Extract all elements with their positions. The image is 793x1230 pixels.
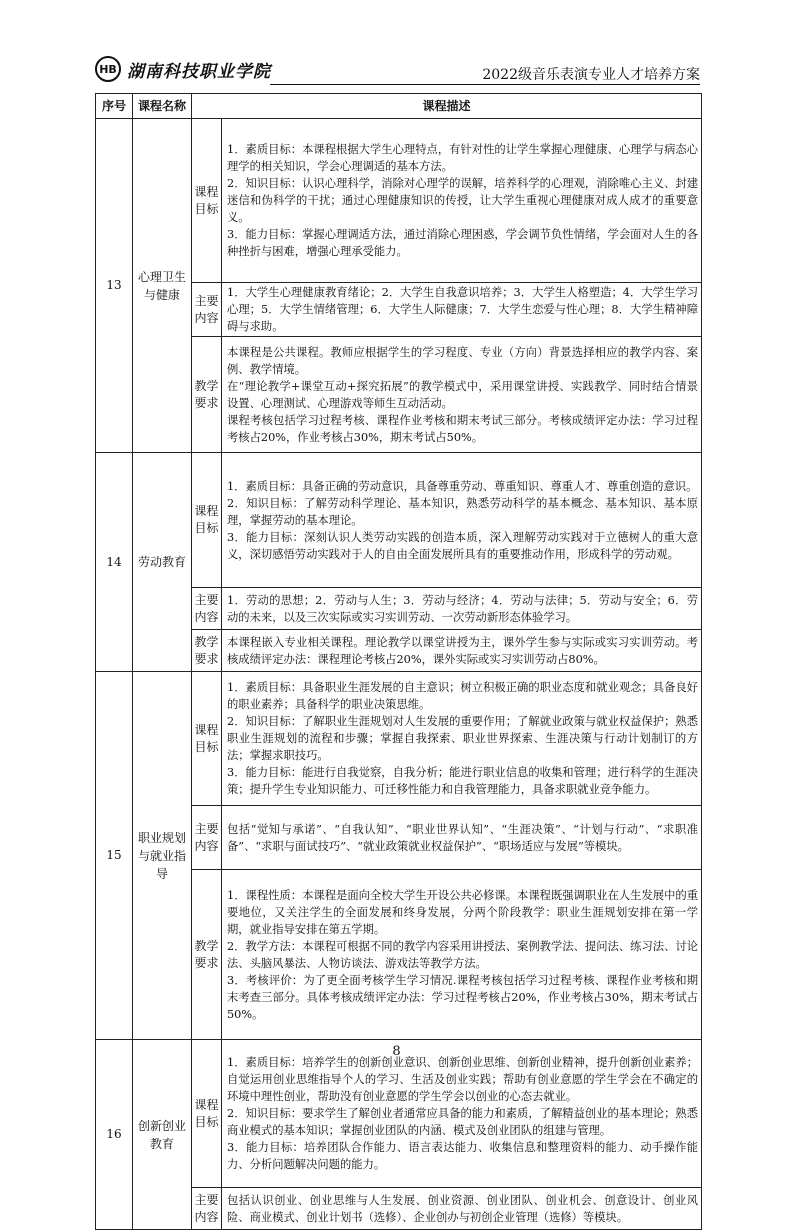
table-row	[96, 119, 702, 283]
college-name: 湖南科技职业学院	[127, 61, 271, 82]
course-name: 职业规划与就业指导	[133, 672, 192, 1040]
section-label: 课程目标	[192, 453, 222, 588]
section-paragraph: 1．素质目标：具备正确的劳动意识，具备尊重劳动、尊重知识、尊重人才、尊重创造的意识。	[227, 479, 698, 493]
section-paragraph: 本课程嵌入专业相关课程。理论教学以课堂讲授为主，课外学生参与实际或实习实训劳动。考核成绩评定办法：课程理论考核占20%，课外实际或实习实训劳动占80%。	[227, 635, 699, 666]
section-paragraph: 在“理论教学+课堂互动+探究拓展”的教学模式中，采用课堂讲授、实践教学、同时结合情景设置、心理测试、心理游戏等师生互动活动。	[227, 379, 699, 410]
section-label: 课程目标	[192, 1040, 222, 1188]
section-paragraph: 2．知识目标：认识心理科学，消除对心理学的误解，培养科学的心理观，消除唯心主义、封建迷信和伪科学的干扰；通过心理健康知识的传授，让大学生重视心理健康对成人成才的重要意义。	[227, 177, 699, 224]
section-paragraph: 课程考核包括学习过程考核、课程作业考核和期末考试三部分。考核成绩评定办法：学习过程考核占20%，作业考核占30%，期末考试占50%。	[227, 413, 699, 444]
section-paragraph: 3．能力目标：培养团队合作能力、语言表达能力、收集信息和整理资料的能力、动手操作能力、分析问题解决问题的能力。	[227, 1141, 699, 1171]
section-paragraph: 包括认识创业、创业思维与人生发展、创业资源、创业团队、创业机会、创意设计、创业风险、商业模式、创业计划书（选修）、企业创办与初创企业管理（选修）等模块。	[227, 1193, 699, 1224]
section-label: 教学要求	[192, 630, 222, 672]
section-paragraph: 1．素质目标：本课程根据大学生心理特点，有针对性的让学生掌握心理健康、心理学与病态心理学的相关知识，学会心理调适的基本方法。	[227, 143, 699, 173]
section-paragraph: 3．考核评价：为了更全面考核学生学习情况.课程考核包括学习过程考核、课程作业考核和期末考查三部分。具体考核成绩评定办法：学习过程考核占20%，作业考核占30%，期末考试占50%。	[227, 973, 699, 1021]
section-label: 主要内容	[192, 588, 222, 630]
course-name: 创新创业教育	[133, 1040, 192, 1230]
section-label: 主要内容	[192, 806, 222, 870]
section-paragraph: 2．教学方法：本课程可根据不同的教学内容采用讲授法、案例教学法、提问法、练习法、讨论法、头脑风暴法、人物访谈法、游戏法等教学方法。	[227, 939, 699, 970]
section-content	[222, 672, 702, 806]
table-header-row	[96, 94, 702, 119]
section-label: 教学要求	[192, 870, 222, 1040]
section-content	[222, 337, 702, 453]
section-paragraph: 3．能力目标：能进行自我觉察，自我分析；能进行职业信息的收集和管理；进行科学的生涯决策；提升学生专业知识能力、可迁移性能力和自我管理能力，具备求职就业竞争能力。	[227, 766, 699, 796]
course-number: 16	[96, 1040, 133, 1230]
section-paragraph: 本课程是公共课程。教师应根据学生的学习程度、专业（方向）背景选择相应的教学内容、案例、教学情境。	[227, 345, 699, 376]
section-paragraph: 包括“觉知与承诺”、“自我认知”、“职业世界认知”、“生涯决策”、“计划与行动”、“求职准备”、“求职与面试技巧”、“就业政策就业权益保护”、“职场适应与发展”等模块。	[227, 822, 699, 853]
section-label: 课程目标	[192, 119, 222, 283]
section-content	[222, 283, 702, 337]
section-label: 课程目标	[192, 672, 222, 806]
college-logo	[95, 56, 271, 82]
section-paragraph: 3．能力目标：掌握心理调适方法，通过消除心理困惑，学会调节负性情绪，学会面对人生的各种挫折与困难，增强心理承受能力。	[227, 228, 699, 258]
section-content	[222, 1040, 702, 1188]
header-desc: 课程描述	[192, 94, 702, 119]
course-name: 劳动教育	[133, 453, 192, 672]
section-paragraph: 1．素质目标：具备职业生涯发展的自主意识；树立积极正确的职业态度和就业观念；具备良好的职业素养；具备科学的职业决策思维。	[227, 681, 699, 711]
course-number: 15	[96, 672, 133, 1040]
course-table	[95, 93, 702, 1230]
section-paragraph: 3．能力目标：深刻认识人类劳动实践的创造本质，深入理解劳动实践对于立德树人的重大意义，深切感悟劳动实践对于人的自由全面发展所具有的重要推动作用，形成科学的劳动观。	[227, 530, 699, 561]
section-content	[222, 806, 702, 870]
course-number: 14	[96, 453, 133, 672]
section-label: 主要内容	[192, 1188, 222, 1230]
college-seal-icon: HB	[95, 56, 121, 82]
plan-title: 2022级音乐表演专业人才培养方案	[482, 67, 700, 83]
header-name: 课程名称	[133, 94, 192, 119]
header-num: 序号	[96, 94, 133, 119]
section-paragraph: 1．课程性质：本课程是面向全校大学生开设公共必修课。本课程既强调职业在人生发展中的重要地位，又关注学生的全面发展和终身发展，分两个阶段教学：职业生涯规划安排在第一学期，就业指导安排在第五学期。	[227, 888, 699, 936]
page-number: 8	[392, 1044, 401, 1059]
section-paragraph: 1．素质目标：培养学生的创新创业意识、创新创业思维、创新创业精神，提升创新创业素养；自觉运用创业思维指导个人的学习、生活及创业实践；帮助有创业意愿的学生学会在不确定的环境中理性创业，帮助没有创业意愿的学生学会以创业的心态去就业。	[227, 1056, 699, 1103]
section-content	[222, 870, 702, 1040]
section-label: 教学要求	[192, 337, 222, 453]
section-paragraph: 1．大学生心理健康教育绪论；2．大学生自我意识培养；3．大学生人格塑造；4．大学生学习心理；5．大学生情绪管理；6．大学生人际健康；7．大学生恋爱与性心理；8．大学生精神障碍与求助。	[227, 286, 699, 333]
section-paragraph: 2．知识目标：要求学生了解创业者通常应具备的能力和素质，了解精益创业的基本理论；熟悉商业模式的基本知识；掌握创业团队的内涵、模式及创业团队的组建与管理。	[227, 1107, 699, 1137]
table-row	[96, 672, 702, 806]
section-content	[222, 630, 702, 672]
section-content	[222, 119, 702, 283]
section-content	[222, 1188, 702, 1230]
table-body	[96, 119, 702, 1230]
page-header	[95, 56, 700, 88]
section-paragraph: 2．知识目标：了解职业生涯规划对人生发展的重要作用；了解就业政策与就业权益保护；熟悉职业生涯规划的流程和步骤；掌握自我探索、职业世界探索、生涯决策与行动计划制订的方法；掌握求职技巧。	[227, 715, 699, 762]
section-paragraph: 1．劳动的思想；2．劳动与人生；3．劳动与经济；4．劳动与法律；5．劳动与安全；6．劳动的未来，以及三次实际或实习实训劳动、一次劳动新形态体验学习。	[227, 593, 699, 624]
table-row	[96, 453, 702, 588]
course-name: 心理卫生与健康	[133, 119, 192, 453]
table-row	[96, 1040, 702, 1188]
section-content	[222, 453, 702, 588]
section-label: 主要内容	[192, 283, 222, 337]
section-paragraph: 2．知识目标：了解劳动科学理论、基本知识，熟悉劳动科学的基本概念、基本知识、基本原理，掌握劳动的基本理论。	[227, 496, 699, 527]
header-rule	[270, 84, 700, 85]
section-content	[222, 588, 702, 630]
course-number: 13	[96, 119, 133, 453]
